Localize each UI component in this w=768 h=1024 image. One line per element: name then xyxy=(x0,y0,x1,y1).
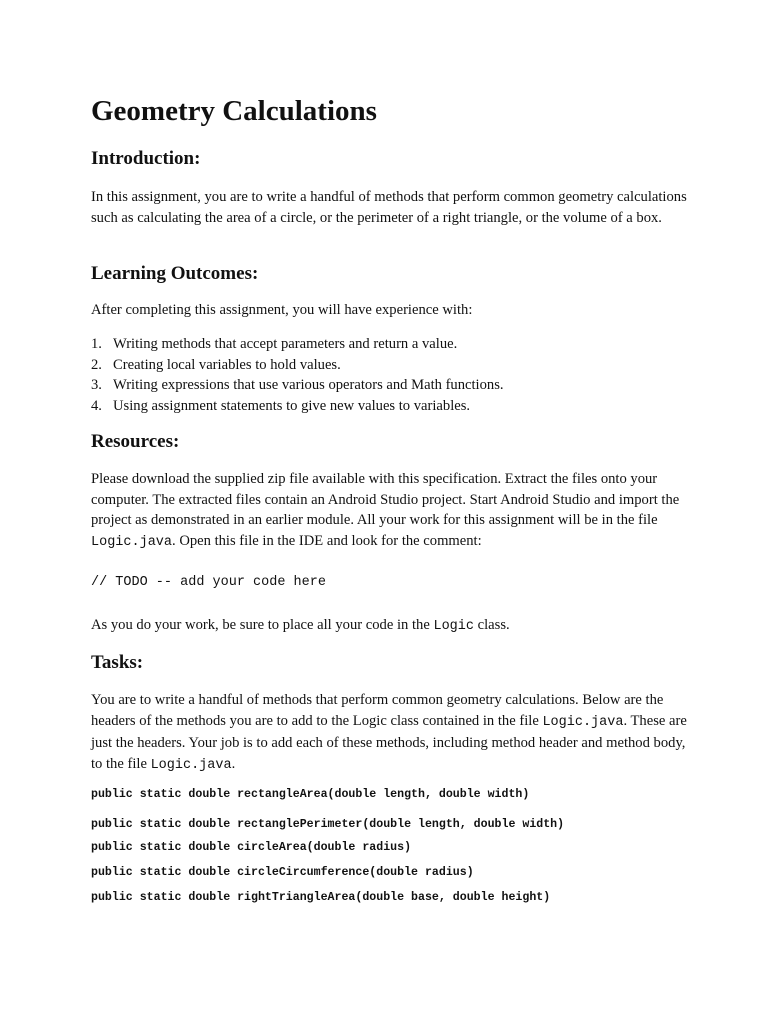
introduction-heading: Introduction: xyxy=(91,148,201,169)
list-item-number: 2. xyxy=(91,356,102,373)
tasks-file-name-2: Logic.java xyxy=(150,757,232,773)
list-item-text: Writing methods that accept parameters and return a value. xyxy=(113,336,458,352)
list-item-text: Creating local variables to hold values. xyxy=(113,356,341,373)
tasks-heading: Tasks: xyxy=(91,652,144,673)
resources-text xyxy=(91,469,691,553)
method-signature: public static double circleArea(double radius) xyxy=(91,841,412,854)
resources-note xyxy=(91,615,691,638)
resources-file-name: Logic.java xyxy=(91,534,173,550)
list-item-text: Writing expressions that use various operators and Math functions. xyxy=(113,377,504,393)
resources-heading: Resources: xyxy=(91,431,180,452)
learning-outcomes-intro: After completing this assignment, you will have experience with: xyxy=(91,302,473,318)
todo-code-comment: // TODO -- add your code here xyxy=(91,575,326,590)
list-item xyxy=(91,334,504,355)
tasks-text-part1: You are to write a handful of methods that perform common geometry calculations. Below are the headers of the methods you are to add to the Logic class contained in the file xyxy=(91,692,664,729)
list-item-number: 1. xyxy=(91,336,102,352)
list-item-number: 4. xyxy=(91,397,102,414)
resources-note-part2: class. xyxy=(473,617,510,633)
resources-class-name: Logic xyxy=(433,619,474,634)
resources-note-part1: As you do your work, be sure to place all your code in the xyxy=(91,617,434,633)
tasks-text xyxy=(91,690,691,776)
list-item-text: Using assignment statements to give new values to variables. xyxy=(113,397,471,414)
method-signature: public static double circleCircumference(double radius) xyxy=(91,866,474,879)
list-item xyxy=(91,355,504,376)
document-title: Geometry Calculations xyxy=(91,95,377,127)
resources-text-part1: Please download the supplied zip file available with this specification. Extract the files onto your computer. The extracted files contain an Android Studio project. Start Android Studio and import the project as demonstrated in an earlier module. All your work for this assignment will be in the file xyxy=(91,471,680,528)
method-signature: public static double rectangleArea(double length, double width) xyxy=(91,788,530,801)
method-signature: public static double rightTriangleArea(double base, double height) xyxy=(91,891,551,904)
list-item xyxy=(91,375,504,396)
list-item-number: 3. xyxy=(91,377,102,393)
learning-outcomes-list xyxy=(91,334,504,416)
resources-text-part2: . Open this file in the IDE and look for the comment: xyxy=(172,532,482,549)
list-item xyxy=(91,396,504,417)
introduction-text: In this assignment, you are to write a handful of methods that perform common geometry calculations such as calculating the area of a circle, or the perimeter of a right triangle, or the volume of a box. xyxy=(91,189,687,226)
tasks-text-part3: . xyxy=(231,755,236,772)
tasks-text-part2: . These are just the headers. Your job is to add each of these methods, including method header and method body, to the file xyxy=(91,712,687,772)
learning-outcomes-heading: Learning Outcomes: xyxy=(91,263,259,284)
tasks-file-name-1: Logic.java xyxy=(542,714,624,730)
method-signature: public static double rectanglePerimeter(double length, double width) xyxy=(91,818,565,831)
